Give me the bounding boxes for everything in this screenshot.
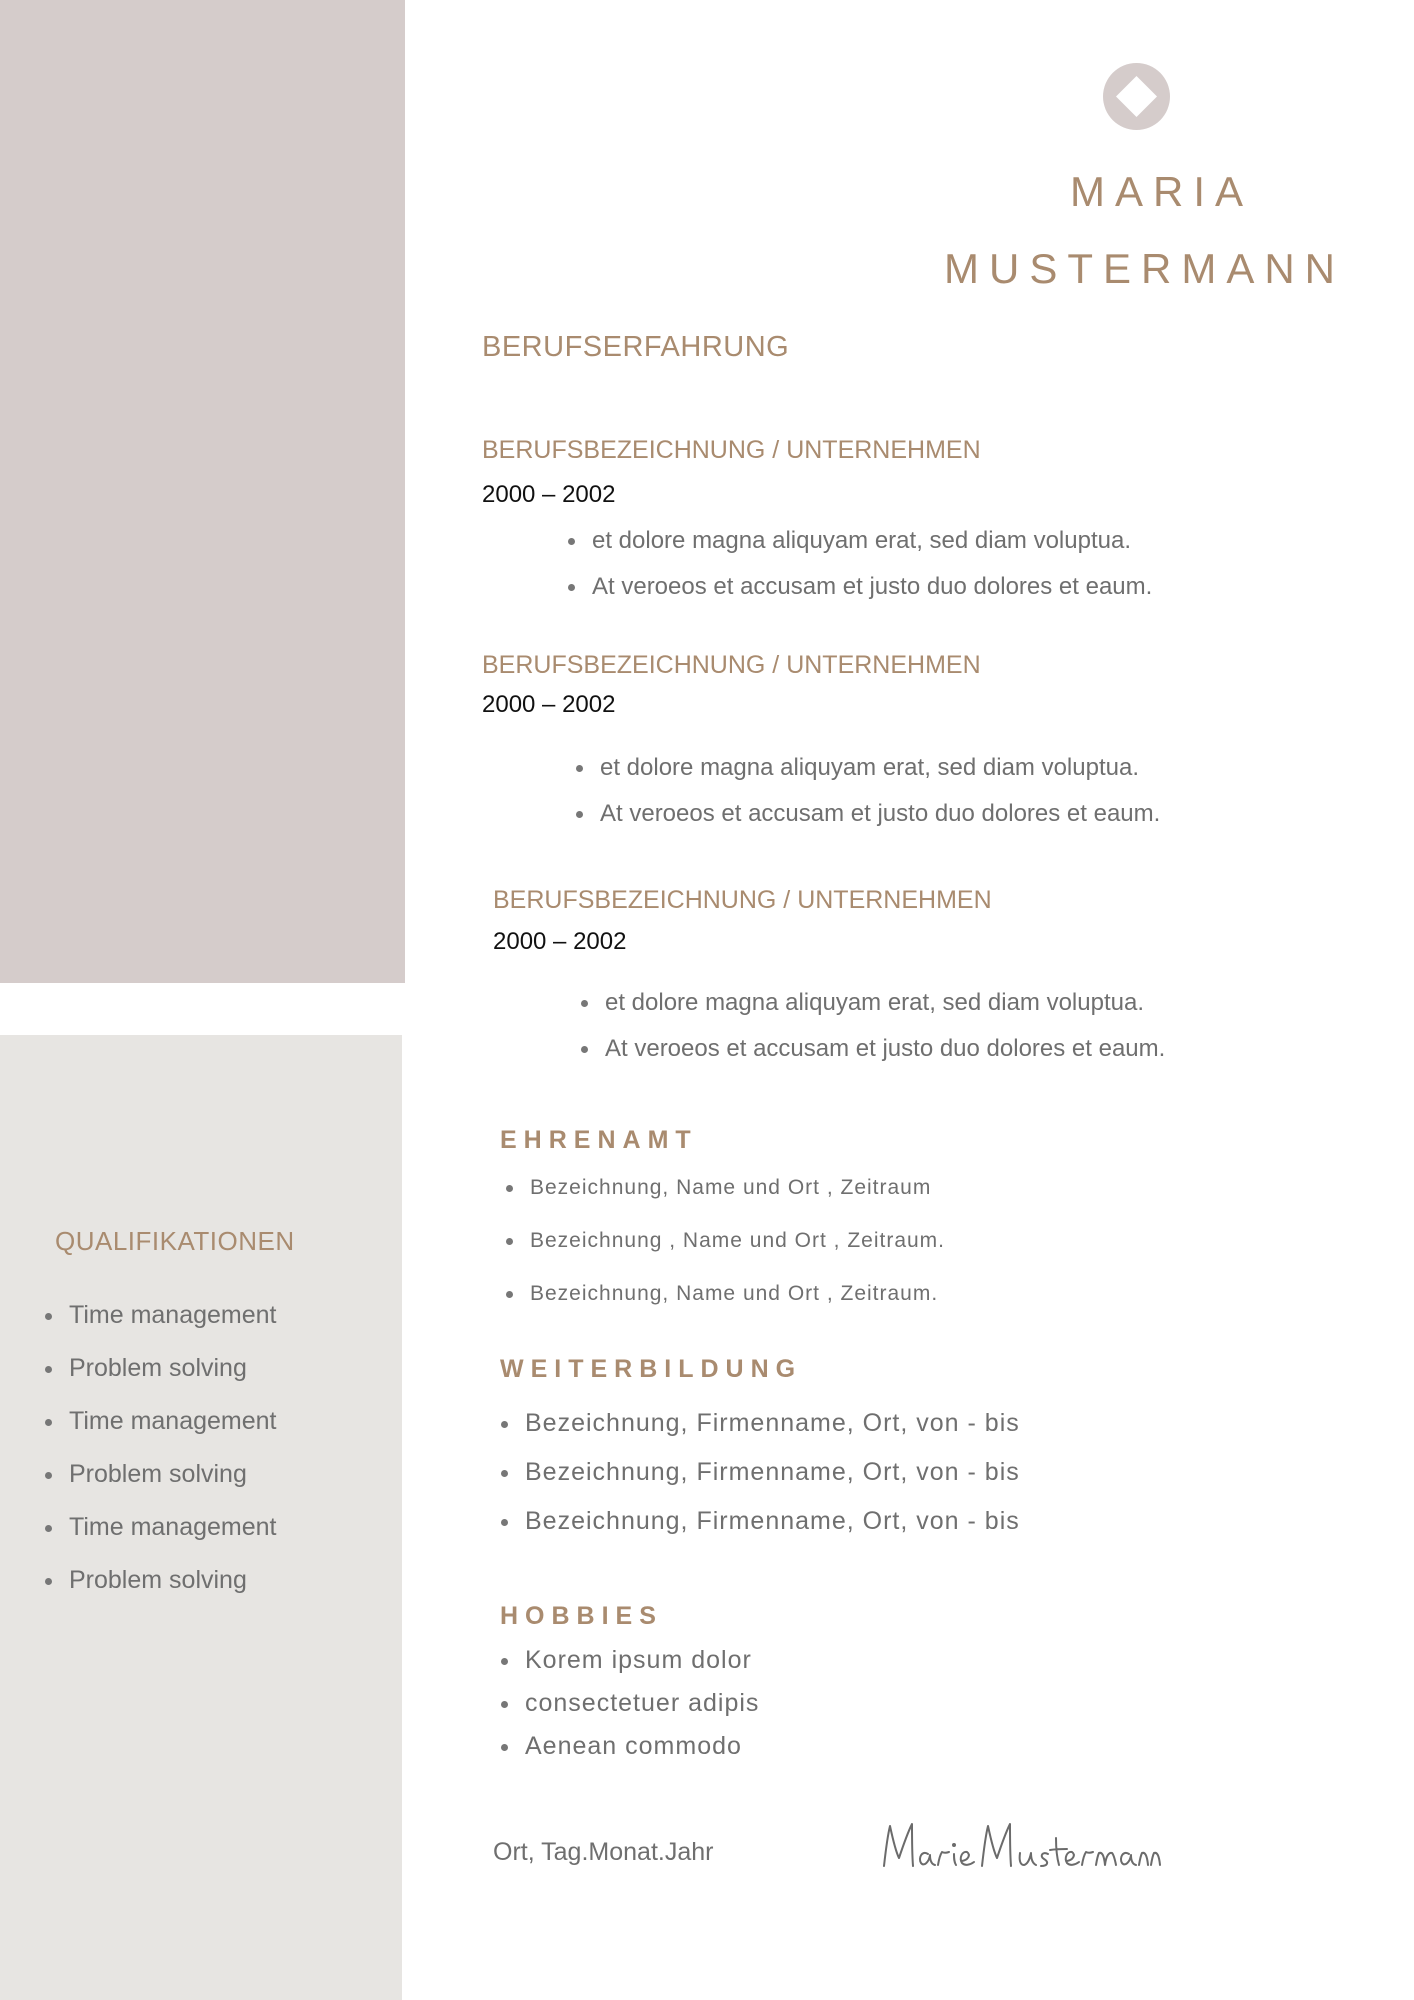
list-item: Time management xyxy=(69,1289,277,1342)
job-responsibilities xyxy=(600,745,1160,837)
list-item: Bezeichnung, Firmenname, Ort, von - bis xyxy=(525,1448,1020,1497)
list-item: Aenean commodo xyxy=(525,1725,759,1768)
handwritten-signature xyxy=(878,1818,1168,1878)
list-item: Bezeichnung, Name und Ort , Zeitraum xyxy=(530,1161,945,1214)
experience-heading: BERUFSERFAHRUNG xyxy=(482,331,790,363)
list-item: At veroeos et accusam et justo duo dolores et eaum. xyxy=(592,564,1152,610)
list-item: Bezeichnung, Firmenname, Ort, von - bis xyxy=(525,1399,1020,1448)
job-title: BERUFSBEZEICHNUNG / UNTERNEHMEN xyxy=(493,886,992,914)
last-name: MUSTERMANN xyxy=(944,245,1345,292)
job-period: 2000 – 2002 xyxy=(493,928,627,955)
list-item: Time management xyxy=(69,1395,277,1448)
job-title: BERUFSBEZEICHNUNG / UNTERNEHMEN xyxy=(482,436,981,464)
list-item: Problem solving xyxy=(69,1448,277,1501)
job-responsibilities xyxy=(605,980,1165,1072)
training-list xyxy=(525,1399,1020,1546)
job-title: BERUFSBEZEICHNUNG / UNTERNEHMEN xyxy=(482,651,981,679)
qualifications-list xyxy=(69,1289,277,1607)
place-date-field: Ort, Tag.Monat.Jahr xyxy=(493,1838,714,1866)
volunteer-heading: EHRENAMT xyxy=(500,1126,698,1154)
hobbies-heading: HOBBIES xyxy=(500,1602,663,1630)
list-item: At veroeos et accusam et justo duo dolores et eaum. xyxy=(600,791,1160,837)
first-name: MARIA xyxy=(1070,168,1254,215)
list-item: et dolore magna aliquyam erat, sed diam voluptua. xyxy=(605,980,1165,1026)
list-item: Problem solving xyxy=(69,1342,277,1395)
list-item: Time management xyxy=(69,1501,277,1554)
job-period: 2000 – 2002 xyxy=(482,481,616,508)
list-item: Bezeichnung, Name und Ort , Zeitraum. xyxy=(530,1267,945,1320)
list-item: Korem ipsum dolor xyxy=(525,1639,759,1682)
list-item: Problem solving xyxy=(69,1554,277,1607)
job-period: 2000 – 2002 xyxy=(482,691,616,718)
list-item: consectetuer adipis xyxy=(525,1682,759,1725)
hobbies-list xyxy=(525,1639,759,1768)
training-heading: WEITERBILDUNG xyxy=(500,1355,803,1383)
qualifications-heading: QUALIFIKATIONEN xyxy=(55,1226,295,1256)
list-item: Bezeichnung , Name und Ort , Zeitraum. xyxy=(530,1214,945,1267)
diamond-logo-icon xyxy=(1103,63,1170,130)
list-item: et dolore magna aliquyam erat, sed diam voluptua. xyxy=(600,745,1160,791)
sidebar-top-panel xyxy=(0,0,405,983)
list-item: et dolore magna aliquyam erat, sed diam voluptua. xyxy=(592,518,1152,564)
job-responsibilities xyxy=(592,518,1152,610)
volunteer-list xyxy=(530,1161,945,1320)
list-item: Bezeichnung, Firmenname, Ort, von - bis xyxy=(525,1497,1020,1546)
list-item: At veroeos et accusam et justo duo dolores et eaum. xyxy=(605,1026,1165,1072)
